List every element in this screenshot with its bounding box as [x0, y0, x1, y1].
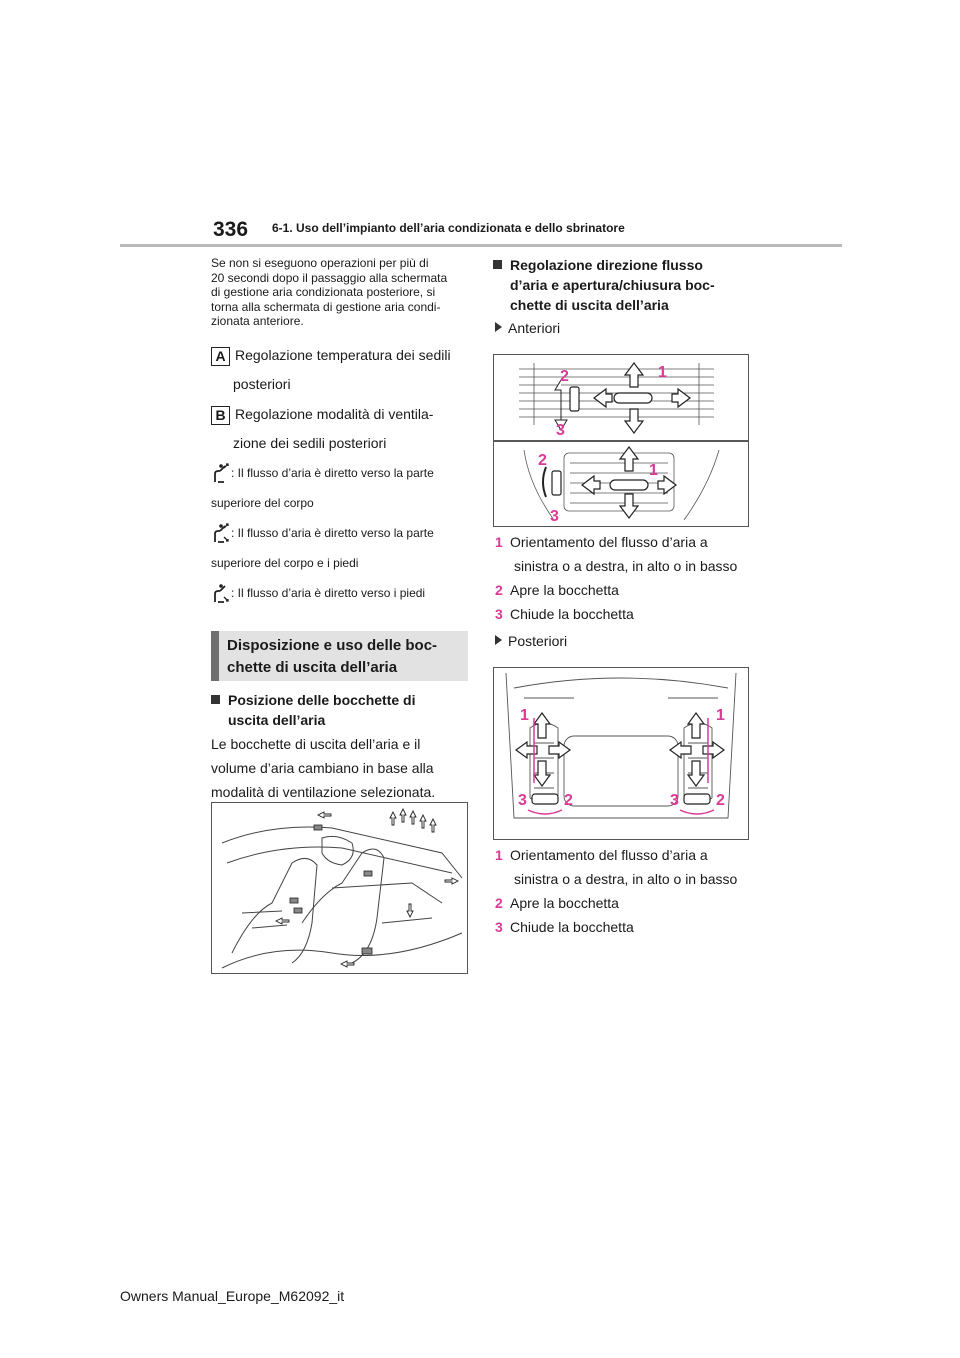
front-label: Anteriori	[495, 316, 560, 340]
label-a: A	[211, 347, 230, 366]
callout-1-right: 1	[716, 707, 725, 724]
bullet-square-icon	[211, 695, 220, 704]
car-interior-figure	[211, 802, 468, 974]
rear-vents-figure	[493, 667, 749, 840]
item-b: B Regolazione modalità di ventila- zione dei sedili posteriori	[211, 402, 471, 455]
list-item: 2 Apre la bocchetta	[495, 582, 619, 598]
subheading-positions: Posizione delle bocchette di uscita dell’aria	[211, 690, 471, 730]
subheading-direction: Regolazione direzione flusso d’aria e apertura/chiusura boc- chette di uscita dell’aria	[493, 255, 753, 315]
callout-3-right: 3	[670, 792, 679, 809]
front-list: 1 Orientamento del flusso d’aria a sinistra o a destra, in alto o in basso 2 Apre la bocchetta 3 Chiude la bocchetta	[495, 530, 765, 626]
callout-3-left: 3	[518, 792, 527, 809]
mode-feet: : Il flusso d’aria è diretto verso i piedi	[211, 582, 471, 604]
callout-1-left: 1	[520, 707, 529, 724]
intro-paragraph: Se non si eseguono operazioni per più di 20 secondi dopo il passaggio alla schermata di gestione aria condizionata posteriore, si torna alla schermata di gestione aria condi- zionata anteriore.	[211, 256, 448, 328]
positions-paragraph: Le bocchette di uscita dell’aria e il volume d’aria cambiano in base alla modalità di ventilazione selezionata.	[211, 736, 436, 800]
list-item: 2 Apre la bocchetta	[495, 895, 619, 911]
item-a: A Regolazione temperatura dei sedili posteriori	[211, 343, 471, 396]
mode-upper-body: : Il flusso d’aria è diretto verso la parte superiore del corpo	[211, 462, 471, 510]
chapter-title: 6-1. Uso dell’impianto dell’aria condizionata e dello sbrinatore	[272, 221, 625, 235]
rear-label: Posteriori	[495, 629, 567, 653]
front-vents-illustration	[494, 355, 748, 526]
label-b: B	[211, 406, 230, 425]
rear-vents-illustration	[494, 668, 748, 839]
list-item: 3 Chiude la bocchetta	[495, 606, 634, 622]
vent-face-icon	[211, 462, 231, 484]
list-item: 3 Chiude la bocchetta	[495, 919, 634, 935]
callout-3-bottom: 3	[550, 508, 559, 525]
callout-2-left: 2	[564, 792, 573, 809]
vent-feet-icon	[211, 582, 231, 604]
callout-1-top: 1	[658, 364, 667, 381]
triangle-bullet-icon	[495, 322, 502, 332]
callout-3-top: 3	[556, 422, 565, 439]
list-item: 1 Orientamento del flusso d’aria a	[495, 534, 708, 550]
callout-2-right: 2	[716, 792, 725, 809]
callout-2-top: 2	[560, 368, 569, 385]
footer-text: Owners Manual_Europe_M62092_it	[120, 1288, 345, 1304]
callout-1-bottom: 1	[649, 462, 658, 479]
mode-upper-body-feet: : Il flusso d’aria è diretto verso la parte superiore del corpo e i piedi	[211, 522, 471, 570]
callout-2-bottom: 2	[538, 452, 547, 469]
triangle-bullet-icon	[495, 635, 502, 645]
front-vents-figure	[493, 354, 749, 527]
section-header: Disposizione e uso delle boc- chette di uscita dell’aria	[211, 631, 468, 681]
bullet-square-icon	[493, 260, 502, 269]
page-number: 336	[213, 218, 249, 241]
vent-face-feet-icon	[211, 522, 231, 544]
header-rule	[120, 244, 842, 247]
list-item: 1 Orientamento del flusso d’aria a	[495, 847, 708, 863]
car-interior-illustration	[212, 803, 467, 973]
rear-list: 1 Orientamento del flusso d’aria a sinistra o a destra, in alto o in basso 2 Apre la bocchetta 3 Chiude la bocchetta	[495, 843, 765, 939]
